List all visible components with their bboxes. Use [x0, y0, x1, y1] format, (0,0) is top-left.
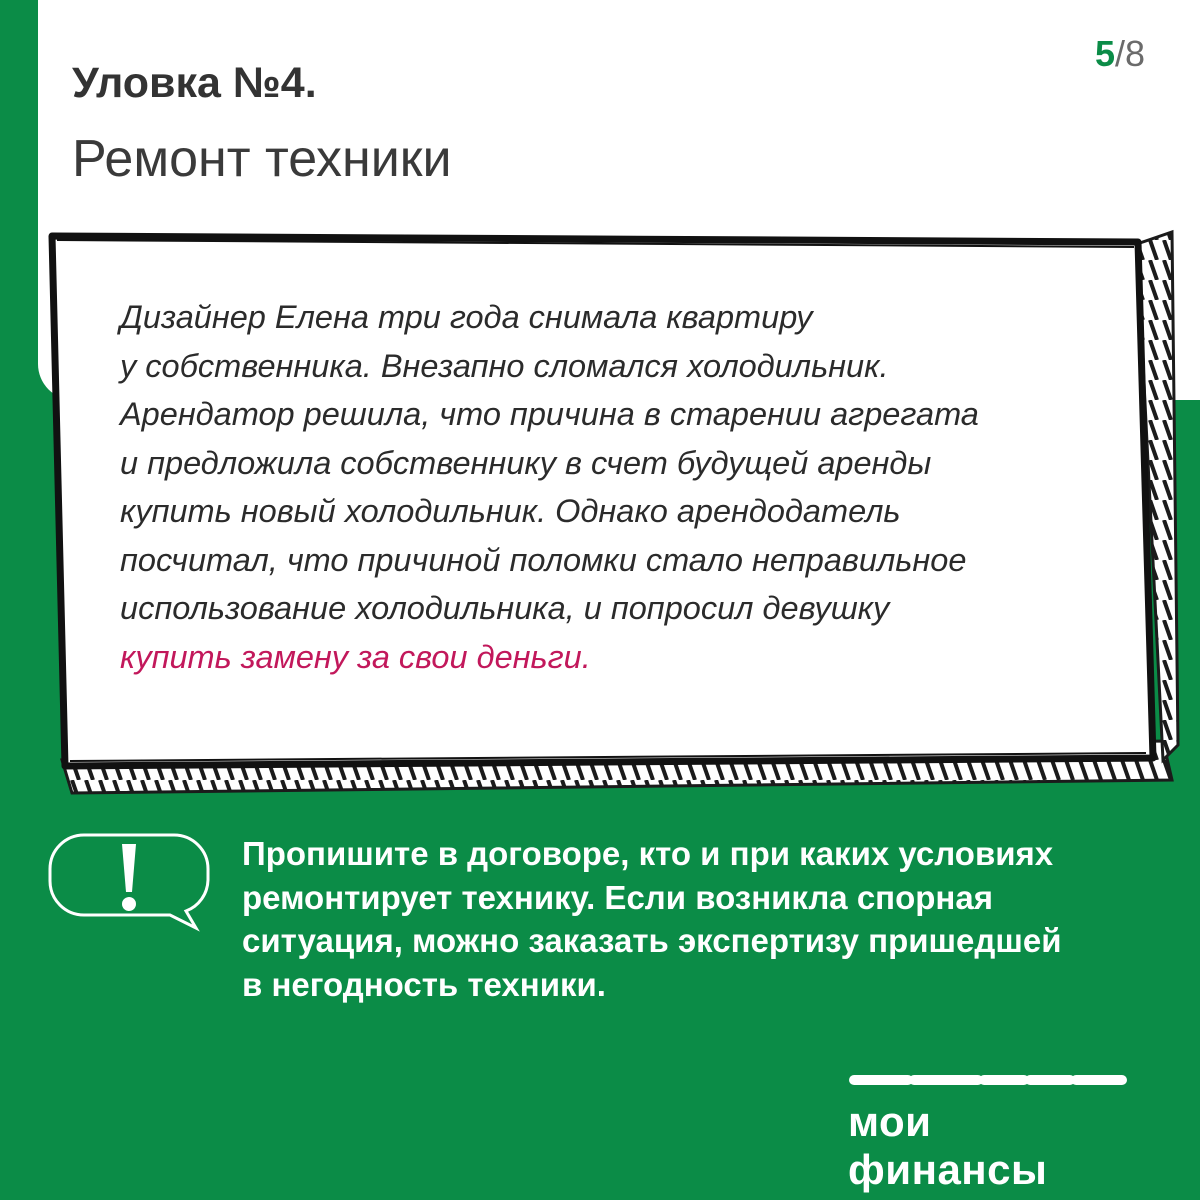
page-current: 5 — [1095, 33, 1116, 74]
page-total: /8 — [1115, 33, 1146, 74]
story-line: у собственника. Внезапно сломался холодильник. — [120, 347, 889, 384]
page-subtitle: Ремонт техники — [72, 130, 452, 188]
story-line: использование холодильника, и попросил девушку — [120, 590, 890, 626]
brand-logo: мои финансы — [848, 1098, 1048, 1193]
exclamation-speech-bubble-icon — [44, 828, 224, 938]
page-title: Уловка №4. — [72, 59, 317, 107]
tip-line: в негодность техники. — [242, 965, 606, 1003]
tip-line: Пропишите в договоре, кто и при каких условиях — [242, 835, 1054, 872]
story-line: Арендатор решила, что причина в старении агрегата — [120, 396, 979, 432]
story-text — [120, 293, 1120, 681]
brand-divider-line — [848, 1073, 1128, 1087]
tip-line: ситуация, можно заказать экспертизу пришедшей — [242, 922, 1062, 959]
story-line: и предложила собственнику в счет будущей аренды — [120, 444, 932, 481]
story-line: Дизайнер Елена три года снимала квартиру — [120, 299, 813, 335]
tip-text — [242, 832, 1182, 1006]
story-line: посчитал, что причиной поломки стало неправильное — [120, 541, 967, 578]
story-highlight: купить замену за свои деньги. — [120, 638, 591, 675]
tip-line: ремонтирует технику. Если возникла спорная — [242, 878, 993, 916]
story-line: купить новый холодильник. Однако арендодатель — [120, 493, 901, 529]
